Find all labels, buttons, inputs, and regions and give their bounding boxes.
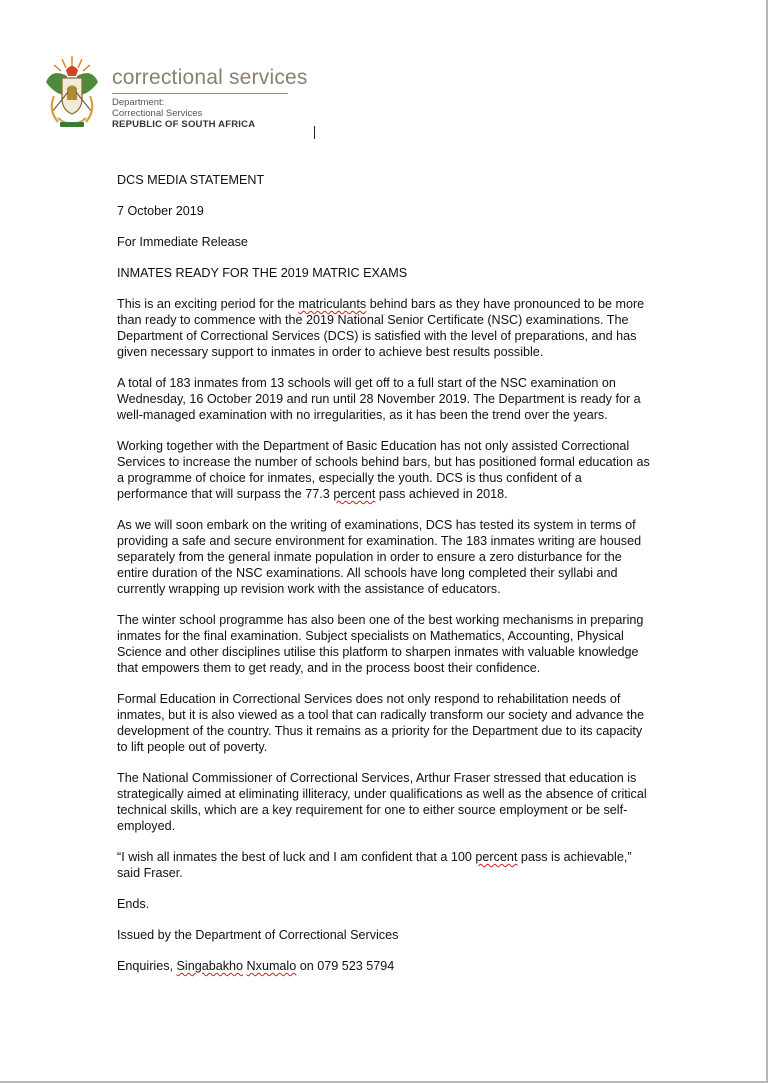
paragraph-text: This is an exciting period for the [117,297,299,311]
misspelled-word: percent [333,487,376,501]
ends-line: Ends. [117,897,150,911]
paragraph-text: “I wish all inmates the best of luck and I am confident that a 100 [117,850,476,864]
enquiries-label: Enquiries, [117,959,177,973]
paragraph-4: As we will soon embark on the writing of examinations, DCS has tested its system in terms of providing a safe and secure environment for examination. The 183 inmates writing are housed separately from the general inmate population in order to ensure a zero disturbance for the entire duration of the NSC examinations. All schools have long completed their syllabi and currently wrapping up revision work with the assistance of educators. [117,518,642,596]
contact-last-name: Nxumalo [246,959,297,973]
enquiries-line [117,958,651,974]
org-name: correctional services [112,66,308,89]
paragraph-3 [117,438,651,502]
paragraph-2: A total of 183 inmates from 13 schools will get off to a full start of the NSC examination on Wednesday, 16 October 2019 and run until 28 November 2019. The Department is ready for a well-managed examination with no irregularities, as it has been the trend over the years. [117,376,641,422]
statement-header: DCS MEDIA STATEMENT [117,173,265,187]
org-block [112,66,308,130]
department-name: Correctional Services [112,107,203,119]
paragraph-8-quote [117,849,651,881]
paragraph-7: The National Commissioner of Correctional Services, Arthur Fraser stressed that education is strategically aimed at eliminating illiteracy, under qualifications as well as the absence of critical technical skills, which are a key requirement for one to either source employment or be self-employed. [117,771,647,833]
misspelled-word: matriculants [298,297,367,311]
paragraph-text: behind bars as they have pronounced to be more than ready to commence with the 2019 National Senior Certificate (NSC) examinations. The Department of Correctional Services (DCS) is satisfied with the level of preparations, and has given necessary support to inmates in order to achieve best results possible. [117,297,645,359]
paragraph-text: pass is achievable,” said Fraser. [117,850,632,880]
department-label: Department: [112,97,165,108]
contact-phone: on 079 523 5794 [296,959,395,973]
statement-date: 7 October 2019 [117,204,204,218]
paragraph-6: Formal Education in Correctional Services does not only respond to rehabilitation needs of inmates, but it is also viewed as a tool that can radically transform our society and advance the development of the country. Thus it remains as a priority for the Department due to its capacity to lift people out of poverty. [117,692,645,754]
misspelled-word: percent [475,850,518,864]
paragraph-text: Working together with the Department of Basic Education has not only assisted Correctional Services to increase the number of schools behind bars, but has positioned formal education as a programme of choice for inmates, especially the youth. DCS is thus confident of a performance that will surpass the 77.3 [117,439,650,501]
paragraph-text: pass achieved in 2018. [375,487,508,501]
contact-first-name: Singabakho [176,959,244,973]
letterhead [40,52,308,130]
letterhead-divider [112,93,288,94]
paragraph-5: The winter school programme has also been one of the best working mechanisms in preparing inmates for the final examination. Subject specialists on Mathematics, Accounting, Physical Science and other disciplines utilise this platform to sharpen inmates with valuable knowledge that empowers them to get ready, and in the process boost their confidence. [117,613,644,675]
issued-by: Issued by the Department of Correctional Services [117,928,399,942]
release-note: For Immediate Release [117,235,248,249]
document-body [117,172,651,989]
statement-title: INMATES READY FOR THE 2019 MATRIC EXAMS [117,266,408,280]
coat-of-arms-logo [40,52,104,130]
paragraph-1 [117,296,651,360]
text-cursor [314,126,315,139]
country-name: REPUBLIC OF SOUTH AFRICA [112,119,256,130]
